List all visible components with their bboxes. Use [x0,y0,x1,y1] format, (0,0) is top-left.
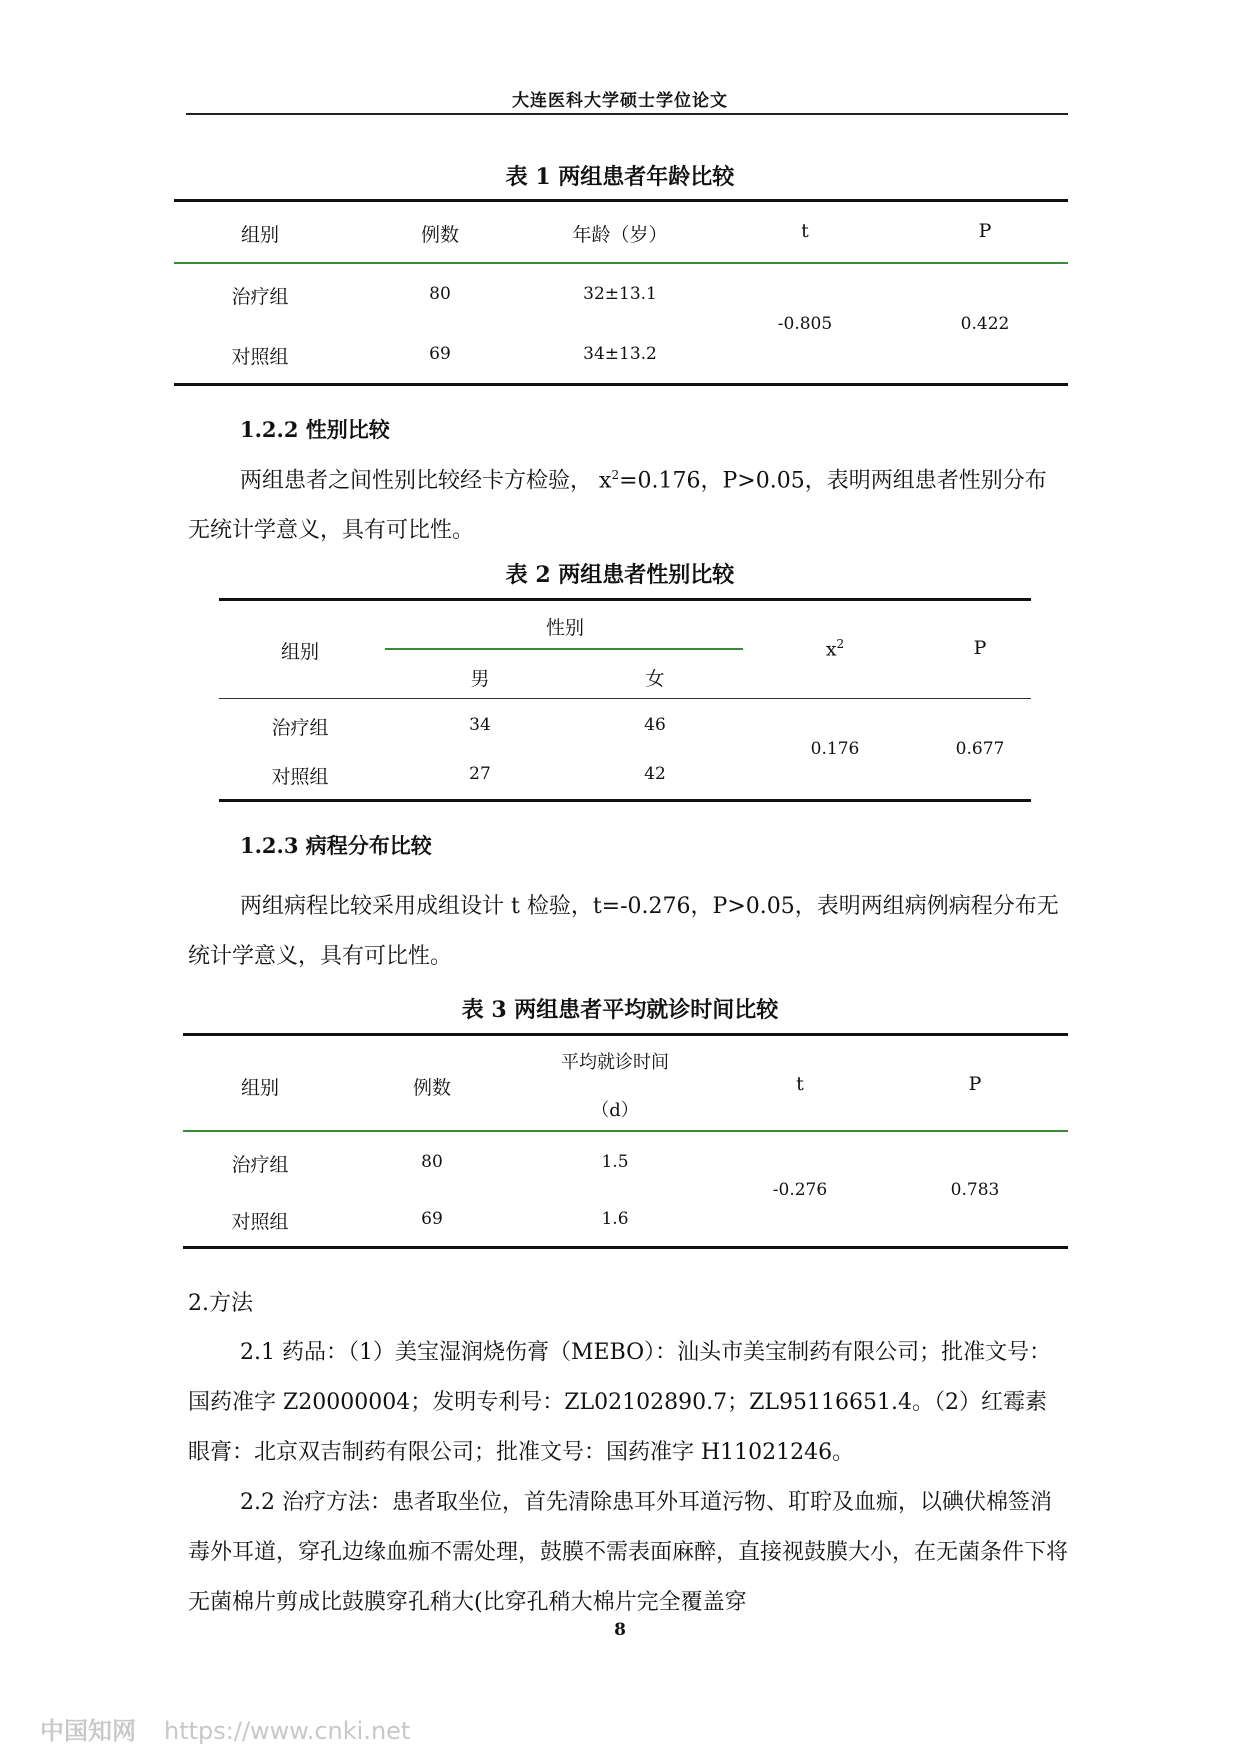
chi-square-symbol: x [599,468,612,494]
table1-caption: 表 1 两组患者年龄比较 [505,164,735,190]
table1-row2-age: 34±13.2 [583,344,657,364]
table2-row2-group: 对照组 [271,766,329,788]
section-heading-1-2-3: 1.2.3 病程分布比较 [240,833,432,858]
table2-caption: 表 2 两组患者性别比较 [505,562,735,588]
table2-chi-superscript: 2 [836,637,845,651]
paragraph-sex-comparison-part1: 两组患者之间性别比较经卡方检验， [240,468,593,494]
table2-sex-subrule [385,648,743,650]
table2-header-group: 组别 [280,641,319,663]
cnki-url: https://www.cnki.net [164,1717,411,1745]
table1-row1-age: 32±13.1 [583,284,657,304]
table2-row2-female: 42 [644,764,666,784]
table2-header-rule [219,698,1031,699]
table1-top-rule [174,199,1068,202]
table1-row1-count: 80 [429,284,451,304]
table1-bottom-rule [174,383,1068,386]
table2-header-chi-square [795,637,875,660]
paragraph-course-comparison: 两组病程比较采用成组设计 t 检验，t=-0.276，P>0.05，表明两组病例病程分布无统计学意义，具有可比性。 [188,894,1059,969]
table3-row2-time: 1.6 [601,1209,629,1229]
table3-header-unit: （d） [591,1100,639,1121]
chi-square-superscript: 2 [611,468,620,482]
table3-row1-count: 80 [421,1152,443,1172]
table3-p-value: 0.783 [950,1180,1000,1200]
table3-row1-time: 1.5 [601,1152,629,1172]
table2-top-rule [219,598,1031,601]
table1-header-p: P [978,220,992,242]
table3-header-rule [183,1130,1068,1132]
running-header-title: 大连医科大学硕士学位论文 [512,91,728,111]
table1-header-age: 年龄（岁） [572,224,668,246]
table1-row1-group: 治疗组 [231,286,289,308]
paragraph-treatment-method: 2.2 治疗方法：患者取坐位，首先清除患耳外耳道污物、耵聍及血痂，以碘伏棉签消毒外耳道，穿孔边缘血痂不需处理，鼓膜不需表面麻醉，直接视鼓膜大小，在无菌条件下将无菌棉片剪成比鼓膜穿孔稍大(比穿孔稍大棉片完全覆盖穿 [188,1490,1069,1615]
page-number: 8 [614,1620,626,1640]
table2-header-female: 女 [645,668,665,690]
table2-row1-group: 治疗组 [271,717,329,739]
table3-caption: 表 3 两组患者平均就诊时间比较 [461,997,779,1023]
table1-t-value: -0.805 [777,314,833,334]
table3-header-t: t [796,1073,804,1095]
table1-header-group: 组别 [240,224,279,246]
table3-row2-group: 对照组 [231,1211,289,1233]
table1-header-t: t [801,220,809,242]
table1-p-value: 0.422 [960,314,1010,334]
table3-top-rule [183,1033,1068,1036]
paragraph-drugs: 2.1 药品：（1）美宝湿润烧伤膏（MEBO）：汕头市美宝制药有限公司；批准文号：国药准字 Z20000004；发明专利号：ZL02102890.7；ZL95116651.4。（2）红霉素眼膏：北京双吉制药有限公司；批准文号：国药准字 H11021246。 [188,1340,1052,1465]
cnki-watermark [40,1711,410,1746]
table1-header-rule [174,262,1068,264]
table3-t-value: -0.276 [772,1180,828,1200]
table3-row2-count: 69 [421,1209,443,1229]
header-rule [186,113,1068,115]
table3-header-visit-time: 平均就诊时间 [561,1052,669,1073]
table3-header-p: P [968,1073,982,1095]
table2-chi-symbol: x [825,638,837,661]
section-heading-methods: 2.方法 [188,1291,253,1316]
section-heading-1-2-2: 1.2.2 性别比较 [240,417,390,442]
cnki-logo-text: 中国知网 [40,1717,136,1745]
table1-header-count: 例数 [420,224,459,246]
table2-header-sex: 性别 [545,617,584,639]
paragraph-sex-comparison [188,450,1068,556]
table2-p-value: 0.677 [955,739,1005,759]
table3-row1-group: 治疗组 [231,1154,289,1176]
table1-row2-group: 对照组 [231,346,289,368]
table2-header-p: P [973,637,987,659]
table3-bottom-rule [183,1246,1068,1249]
table2-bottom-rule [219,799,1031,802]
table2-header-male: 男 [470,668,490,690]
table1-row2-count: 69 [429,344,451,364]
paragraph-sex-comparison-part2: =0.176，P>0.05，表明两组患者性别分布无统计学意义，具有可比性。 [188,468,1047,544]
table2-row1-female: 46 [644,715,666,735]
table2-row2-male: 27 [469,764,491,784]
table2-chi-square-value: 0.176 [810,739,860,759]
table3-header-count: 例数 [412,1077,451,1099]
table3-header-group: 组别 [240,1077,279,1099]
table2-row1-male: 34 [469,715,491,735]
